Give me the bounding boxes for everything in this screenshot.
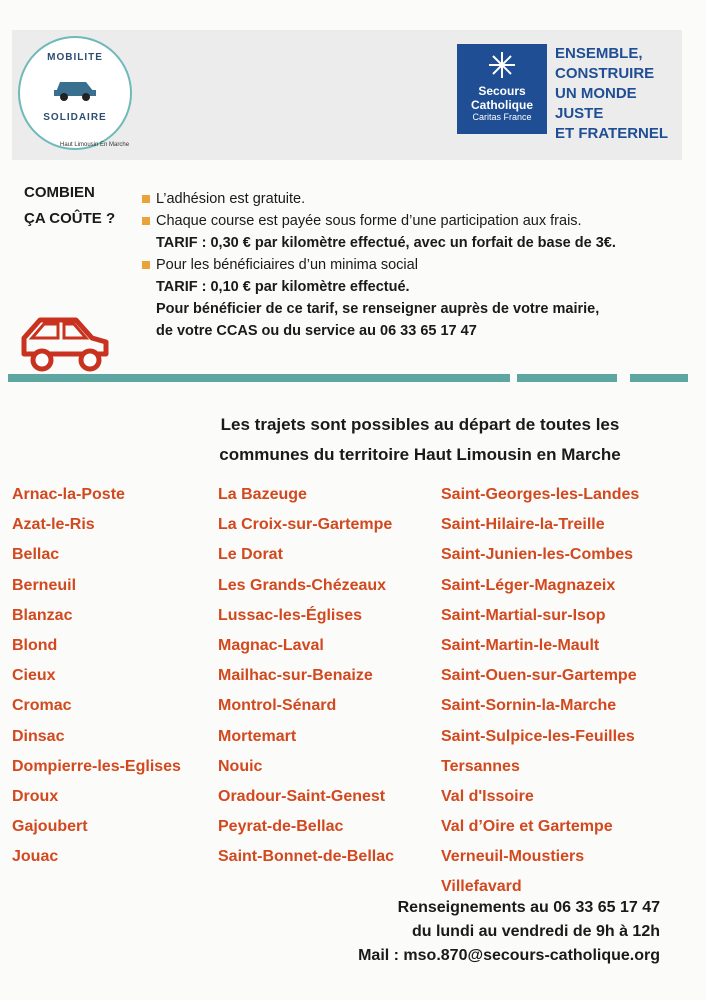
commune-item: Saint-Ouen-sur-Gartempe [441,667,637,685]
contact-hours: du lundi au vendredi de 9h à 12h [411,923,660,940]
commune-item: Peyrat-de-Bellac [218,818,344,836]
slogan-line: ENSEMBLE, [555,45,643,62]
commune-item: Villefavard [441,878,522,896]
communes-column-2 [218,480,394,872]
bullet-icon [142,261,150,269]
commune-item: Cieux [12,667,56,685]
commune-item: Tersannes [441,757,520,775]
communes-column-1 [12,480,181,872]
commune-item: Saint-Léger-Magnazeix [441,576,616,594]
commune-item: Saint-Georges-les-Landes [441,486,640,503]
list-item [142,254,682,276]
commune-item: Val d'Issoire [441,787,534,805]
slogan [555,44,685,144]
road-divider [630,374,688,382]
commune-item: Arnac-la-Poste [12,486,125,503]
commune-item: Saint-Junien-les-Combes [441,546,634,564]
commune-item: Le Dorat [218,546,283,564]
commune-item: Nouic [218,757,263,775]
tarif-standard: TARIF : 0,30 € par kilomètre effectué, avec un forfait de base de 3€. [156,235,616,251]
secours-catholique-logo [457,44,547,134]
sc-name [457,84,547,112]
sc-name-1: Secours [478,84,526,98]
logo-top-text: MOBILITE [47,52,103,63]
slogan-line: CONSTRUIRE [555,65,655,82]
commune-item: La Bazeuge [218,486,307,503]
commune-item: Blanzac [12,606,73,624]
list-item [142,210,682,232]
commune-item: Dompierre-les-Eglises [12,757,181,775]
cost-list [142,188,682,342]
road-divider [517,374,617,382]
commune-item: Mailhac-sur-Benaize [218,667,373,685]
road-divider [8,374,510,382]
cost-heading [24,180,115,232]
communes-column-3 [441,480,639,903]
contact-phone: Renseignements au 06 33 65 17 47 [397,899,660,916]
bullet-icon [142,217,150,225]
red-car-icon [18,312,113,374]
commune-item: Jouac [12,848,59,866]
bullet-text: Chaque course est payée sous forme d’une participation aux frais. [156,213,582,229]
commune-item: Saint-Bonnet-de-Bellac [218,848,395,866]
commune-item: Berneuil [12,576,77,594]
intro-line: communes du territoire Haut Limousin en Marche [219,445,621,464]
slogan-line: UN MONDE JUSTE [555,85,637,122]
list-item [142,188,682,210]
commune-item: Lussac-les-Églises [218,606,363,624]
sc-caritas: Caritas France [472,112,532,122]
commune-item: Oradour-Saint-Genest [218,787,386,805]
cost-heading-line1: COMBIEN [24,184,95,201]
commune-item: Saint-Hilaire-la-Treille [441,516,605,534]
logo-bottom-text: SOLIDAIRE [43,112,107,123]
bullet-icon [142,195,150,203]
logo-subtitle: Haut Limousin En Marche [60,142,130,148]
tarif-info: de votre CCAS ou du service au 06 33 65 17 47 [156,323,477,339]
commune-item: Blond [12,636,58,654]
cost-heading-line2: ÇA COÛTE ? [24,210,116,227]
commune-item: Saint-Sornin-la-Marche [441,697,617,715]
commune-item: Dinsac [12,727,65,745]
bullet-text: Pour les bénéficiaires d’un minima social [156,257,418,273]
commune-item: Les Grands-Chézeaux [218,576,387,594]
sc-name-2: Catholique [471,98,533,112]
commune-item: Magnac-Laval [218,636,324,654]
commune-item: Verneuil-Moustiers [441,848,585,866]
tarif-reduced: TARIF : 0,10 € par kilomètre effectué. [156,279,410,295]
commune-item: Azat-le-Ris [12,516,95,534]
commune-item: Val d’Oire et Gartempe [441,818,613,836]
bullet-text: L’adhésion est gratuite. [156,191,306,207]
commune-item: Droux [12,787,59,805]
mobilite-solidaire-logo [18,36,132,150]
commune-item: Cromac [12,697,72,715]
commune-item: Saint-Martial-sur-Isop [441,606,606,624]
tarif-info: Pour bénéficier de ce tarif, se renseigner auprès de votre mairie, [156,301,600,317]
contact-mail: Mail : mso.870@secours-catholique.org [358,947,660,964]
car-icon [50,72,100,102]
commune-item: Bellac [12,546,60,564]
commune-item: Mortemart [218,727,297,745]
routes-intro [170,410,670,470]
intro-line: Les trajets sont possibles au départ de toutes les [220,415,620,434]
commune-item: La Croix-sur-Gartempe [218,516,393,534]
commune-item: Montrol-Sénard [218,697,337,715]
commune-item: Gajoubert [12,818,88,836]
commune-item: Saint-Sulpice-les-Feuilles [441,727,635,745]
contact-block [300,896,660,968]
cross-icon [487,50,517,80]
commune-item: Saint-Martin-le-Mault [441,636,600,654]
slogan-line: ET FRATERNEL [555,125,669,142]
